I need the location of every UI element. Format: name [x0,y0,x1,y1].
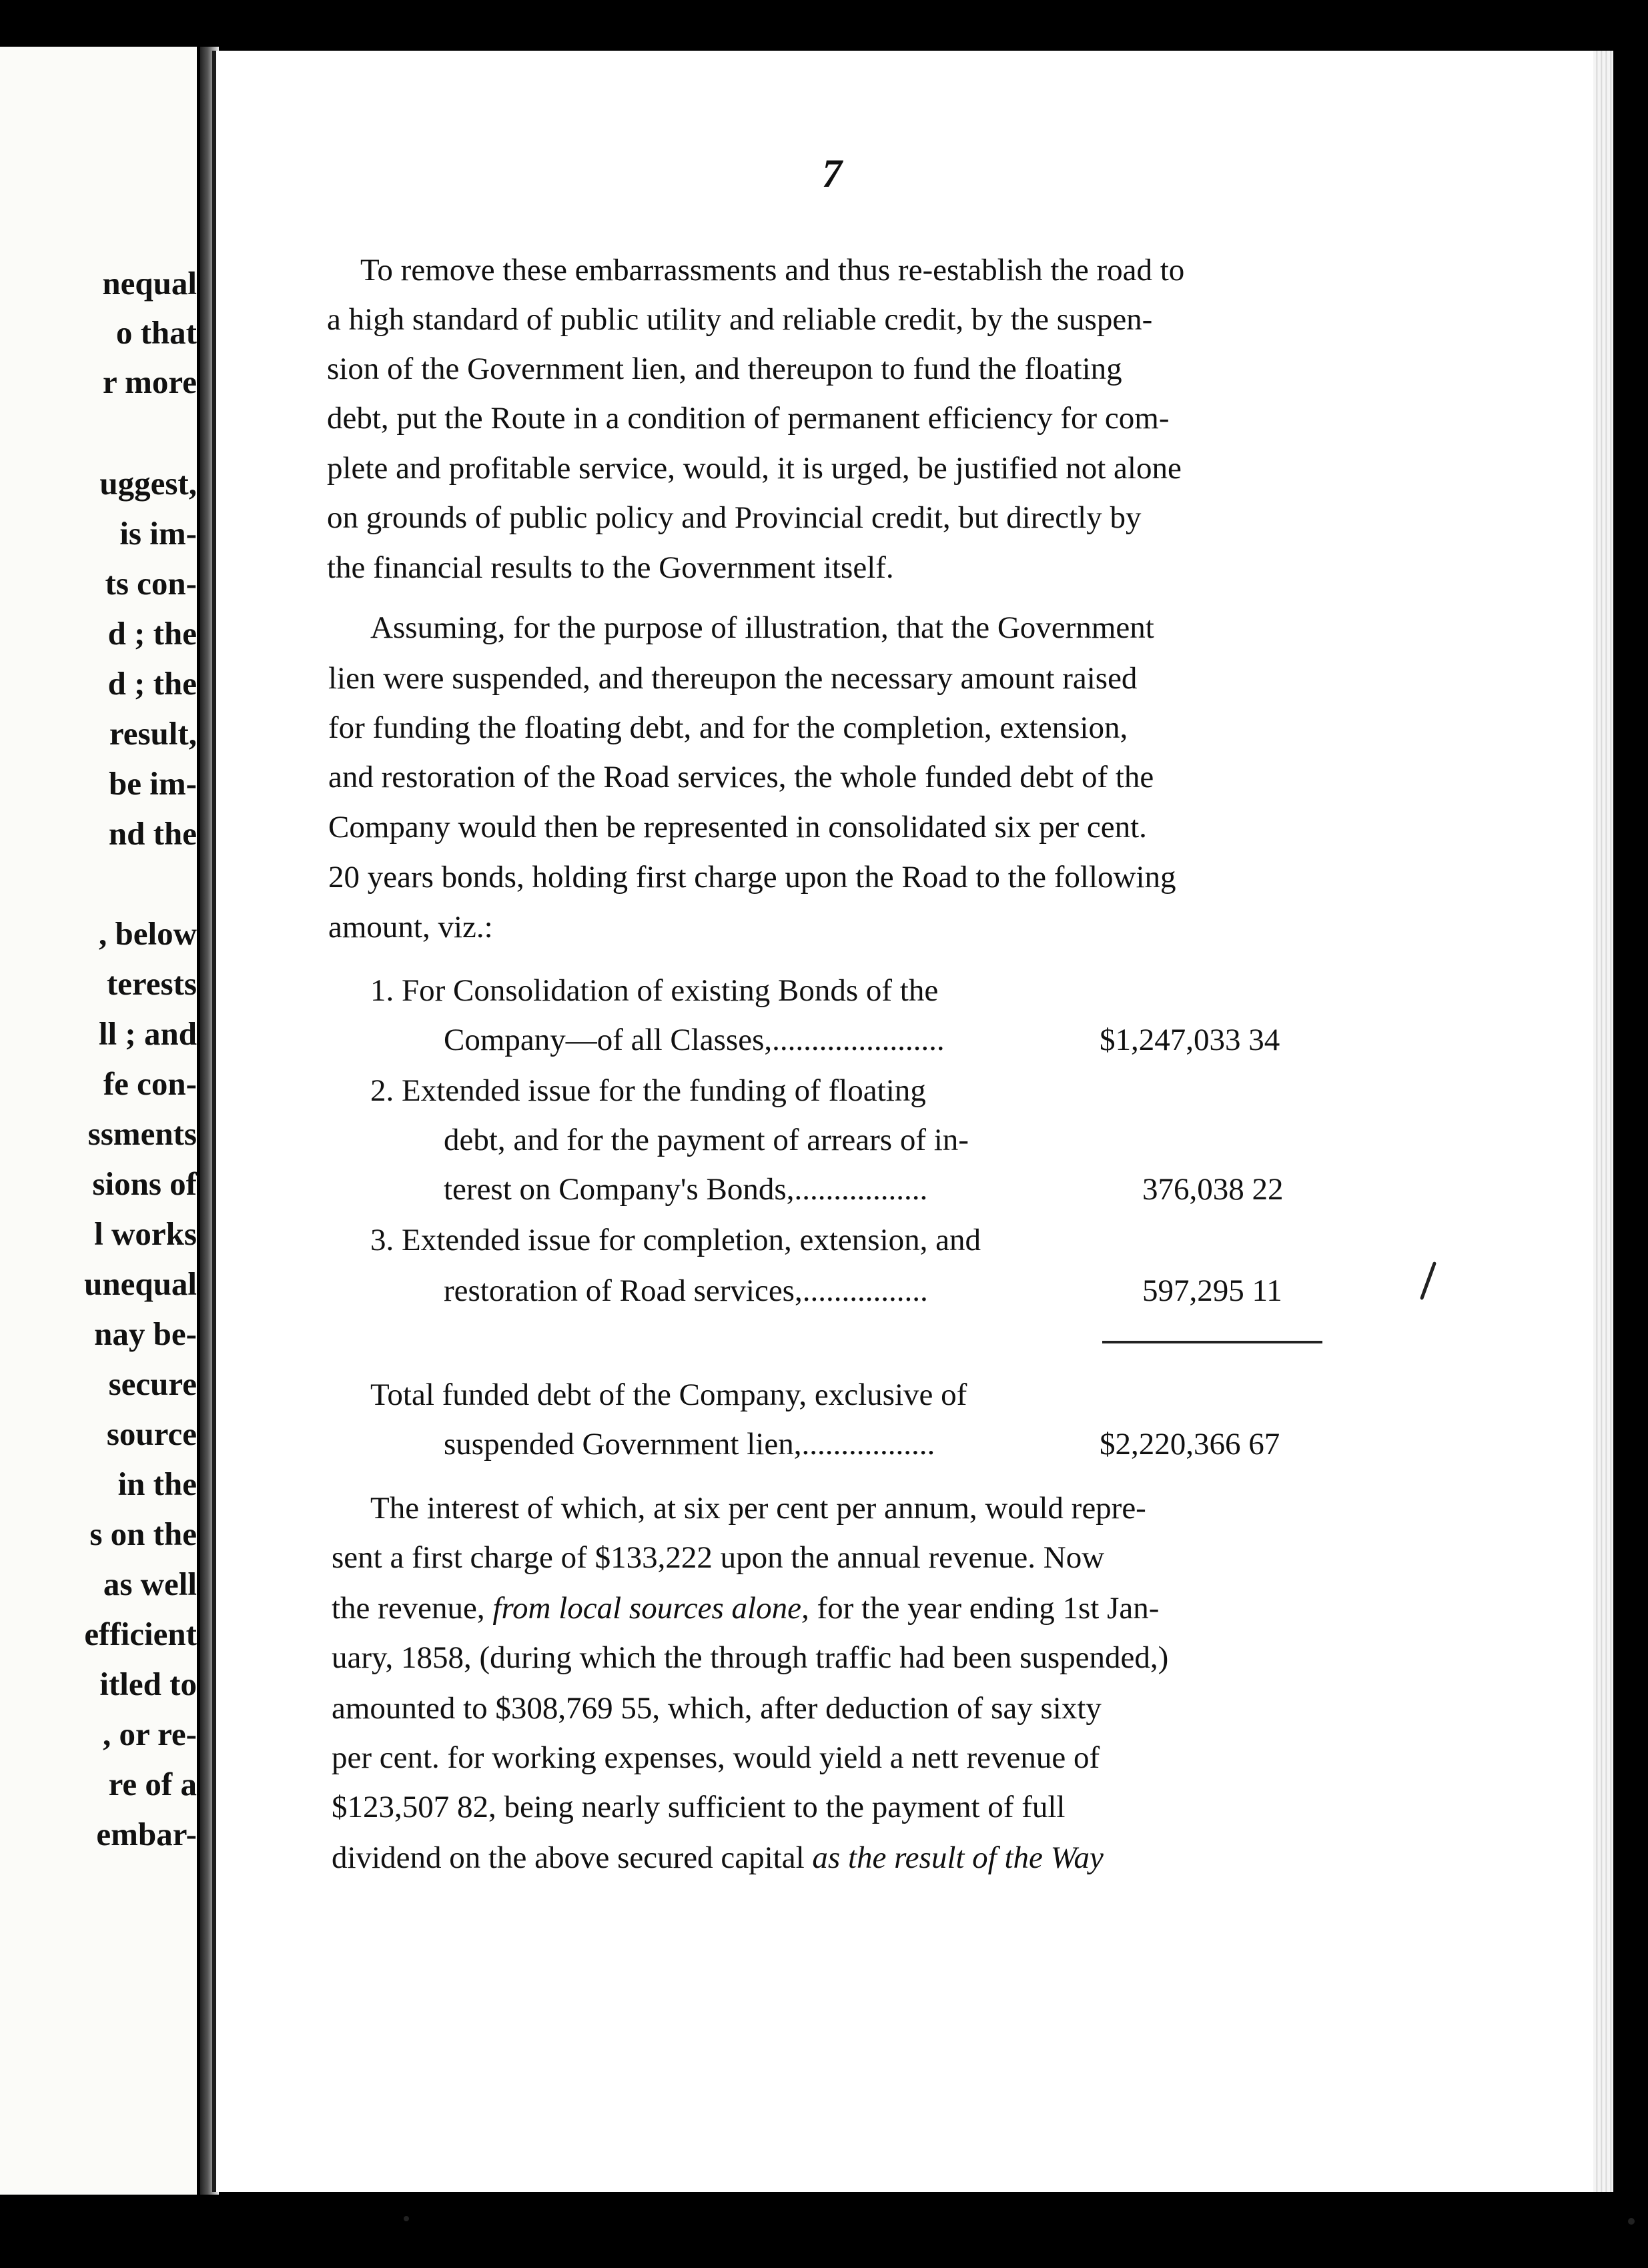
left-fragment-line: efficient [84,1616,197,1652]
left-fragment-line: ssments [87,1115,197,1152]
item-2-line: debt, and for the payment of arrears of in- [444,1123,969,1157]
item-3-line: restoration of Road services,................ [444,1273,928,1308]
left-fragment-line: fe con- [103,1065,197,1102]
paragraph-2-line: Assuming, for the purpose of illustration, that the Government [370,610,1154,645]
left-fragment-line: in the [117,1466,197,1502]
paragraph-1-line: a high standard of public utility and reliable credit, by the suspen- [327,302,1153,337]
left-fragment-line: secure [108,1365,197,1402]
page-edges [1593,51,1613,2192]
text-span: the revenue, [332,1591,493,1626]
left-fragment-line: re of a [108,1766,197,1802]
left-fragment-line: l works [94,1215,197,1252]
paragraph-3-line [332,1593,1159,1624]
left-fragment-line: as well [103,1566,197,1602]
text-span: dividend on the above secured capital [332,1840,813,1875]
left-fragment-line: embar- [96,1816,197,1852]
left-fragment-line: nay be- [94,1315,197,1352]
paragraph-1-line: sion of the Government lien, and thereupon to fund the floating [327,352,1122,386]
paragraph-1-line: debt, put the Route in a condition of permanent efficiency for com- [327,401,1170,436]
left-fragment-line: ts con- [105,565,197,602]
item-2-line: 2. Extended issue for the funding of floating [370,1073,926,1108]
italic-phrase: as the result of the Way [812,1840,1104,1875]
left-fragment-line: nd the [108,815,197,852]
left-fragment-line: r more [102,364,197,400]
sum-rule [1102,1341,1322,1343]
item-3-amount: 597,295 11 [1142,1273,1282,1308]
left-fragment-line: unequal [84,1265,197,1302]
left-fragment-line: terests [106,965,197,1002]
left-fragment-line: d ; the [107,665,197,702]
scan-mark [404,2216,409,2221]
left-fragment-line: s on the [89,1516,197,1552]
total-amount: $2,220,366 67 [1100,1427,1280,1462]
previous-page-fragment [0,47,197,2195]
paragraph-3-line: uary, 1858, (during which the through traffic had been suspended,) [332,1640,1169,1675]
left-fragment-line: itled to [99,1666,197,1702]
left-fragment-line: , or re- [102,1716,197,1752]
left-fragment-line: source [106,1415,197,1452]
total-line: suspended Government lien,................. [444,1427,935,1462]
left-fragment-line: is im- [119,515,197,552]
paragraph-3-line: sent a first charge of $133,222 upon the annual revenue. Now [332,1540,1105,1575]
left-fragment-line: be im- [109,765,197,802]
left-fragment-line: d ; the [107,615,197,652]
item-2-line: terest on Company's Bonds,................. [444,1172,928,1207]
paragraph-2-line: 20 years bonds, holding first charge upon the Road to the following [328,860,1176,895]
paragraph-3-line: $123,507 82, being nearly sufficient to the payment of full [332,1790,1066,1824]
paragraph-2-line: amount, viz.: [328,910,493,945]
paragraph-2-line: for funding the floating debt, and for the completion, extension, [328,710,1128,745]
total-line: Total funded debt of the Company, exclusive of [370,1377,967,1412]
item-1-line: 1. For Consolidation of existing Bonds of the [370,973,939,1008]
page-number: 7 [822,151,842,195]
paragraph-1-line: on grounds of public policy and Provincial credit, but directly by [327,500,1142,535]
paragraph-2-line: Company would then be represented in consolidated six per cent. [328,810,1147,844]
paragraph-2-line: and restoration of the Road services, the whole funded debt of the [328,760,1154,794]
left-fragment-line: ll ; and [98,1015,197,1052]
text-span: for the year ending 1st Jan- [809,1591,1160,1626]
paragraph-3-line: per cent. for working expenses, would yield a nett revenue of [332,1740,1100,1775]
paragraph-1-line: plete and profitable service, would, it is urged, be justified not alone [327,451,1182,486]
item-1-line: Company—of all Classes,...................... [444,1023,945,1057]
item-3-line: 3. Extended issue for completion, extension, and [370,1223,981,1257]
left-fragment-line: o that [115,314,197,351]
left-fragment-line: , below [99,915,197,952]
paragraph-3-line: The interest of which, at six per cent per annum, would repre- [370,1491,1146,1526]
left-fragment-line: sions of [92,1165,197,1202]
paragraph-3-line [332,1842,1104,1874]
item-2-amount: 376,038 22 [1142,1172,1284,1207]
left-fragment-line: result, [109,715,197,752]
item-1-amount: $1,247,033 34 [1100,1023,1280,1057]
scan-mark [1628,2218,1635,2225]
left-fragment-line: nequal [102,265,197,302]
left-fragment-line: uggest, [99,465,197,502]
paragraph-2-line: lien were suspended, and thereupon the necessary amount raised [328,661,1138,696]
paragraph-1-line: the financial results to the Government itself. [327,550,894,585]
italic-phrase: from local sources alone, [492,1591,809,1626]
paragraph-3-line: amounted to $308,769 55, which, after deduction of say sixty [332,1691,1102,1726]
paragraph-1-line: To remove these embarrassments and thus re-establish the road to [360,253,1185,288]
